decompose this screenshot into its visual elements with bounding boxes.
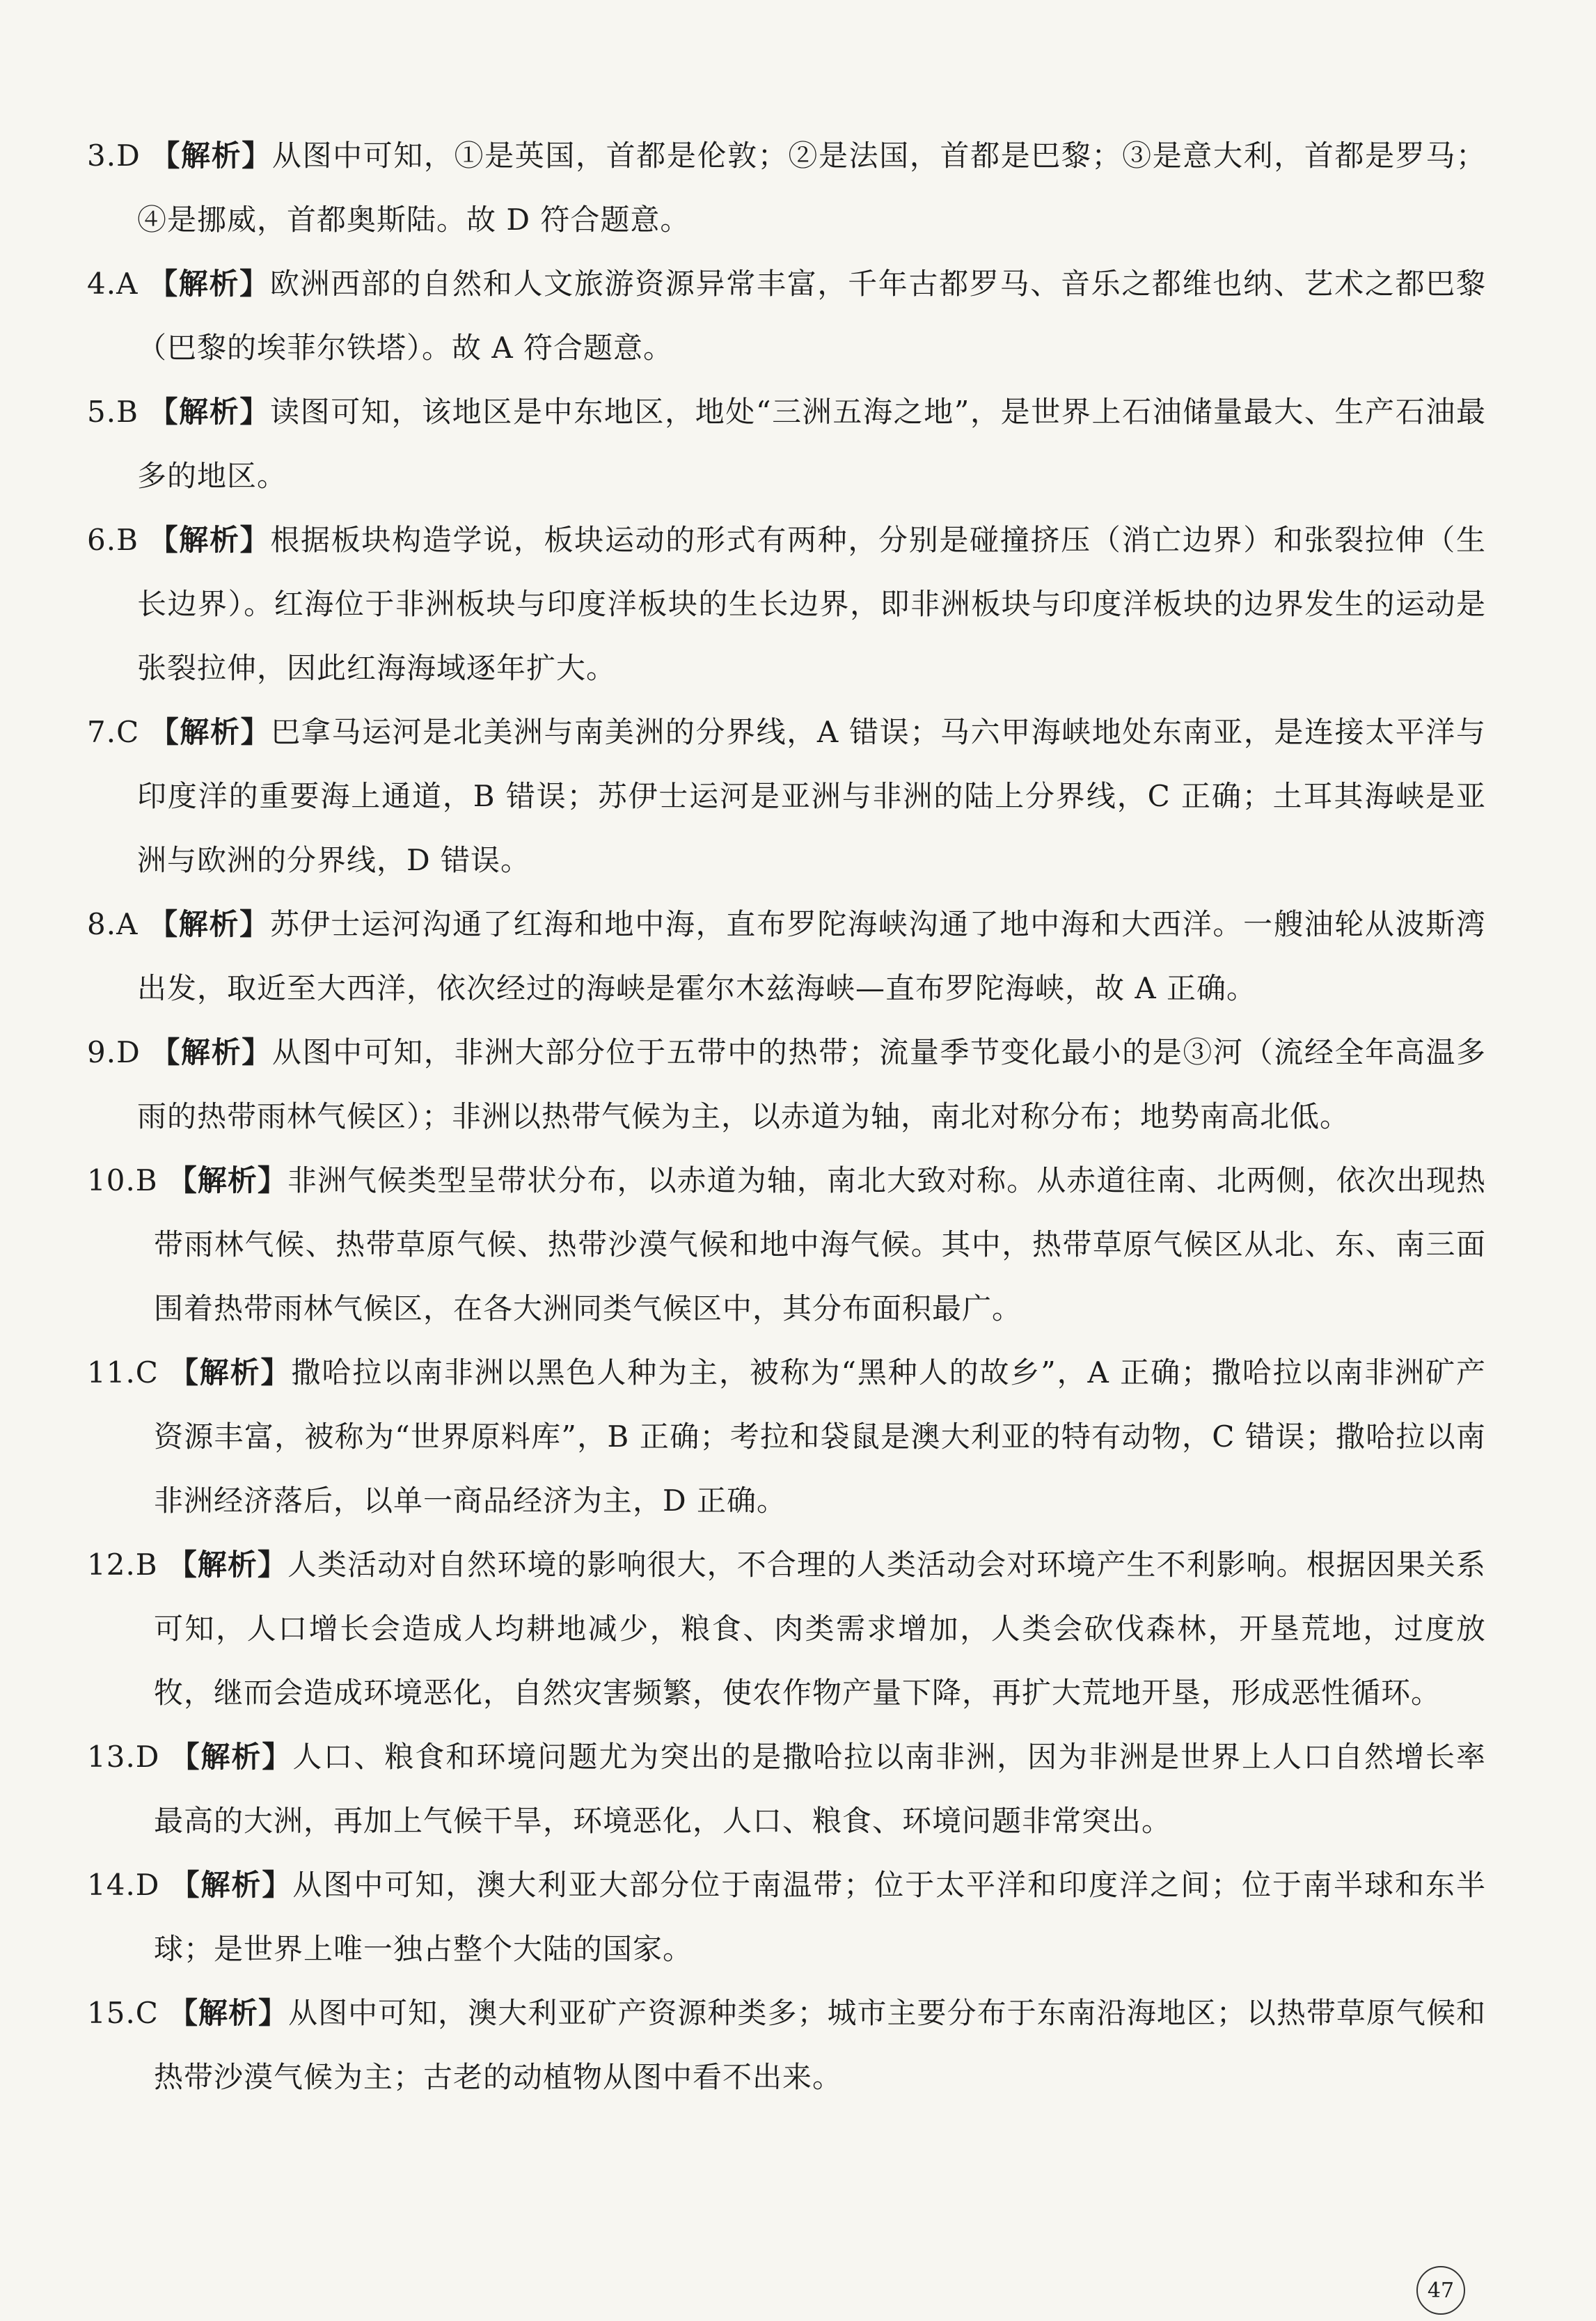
answer-number: 5.B: [87, 395, 139, 429]
answer-number: 11.C: [87, 1355, 159, 1390]
analysis-tag: 【解析】: [150, 139, 272, 173]
answer-item-10: [87, 1149, 1486, 1341]
answer-item-15: [87, 1981, 1486, 2109]
analysis-tag: 【解析】: [169, 1740, 293, 1774]
answer-item-13: [87, 1725, 1486, 1853]
answer-number: 3.D: [87, 139, 141, 173]
answer-text: 欧洲西部的自然和人文旅游资源异常丰富，千年古都罗马、音乐之都维也纳、艺术之都巴黎（巴黎的埃菲尔铁塔）。故 A 符合题意。: [137, 267, 1486, 365]
answer-number: 9.D: [87, 1035, 141, 1069]
answer-number: 12.B: [87, 1548, 158, 1582]
page-number: 47: [1416, 2266, 1465, 2315]
analysis-tag: 【解析】: [167, 1163, 287, 1197]
analysis-tag: 【解析】: [150, 1035, 272, 1069]
answer-text: 苏伊士运河沟通了红海和地中海，直布罗陀海峡沟通了地中海和大西洋。一艘油轮从波斯湾出发，取近至大西洋，依次经过的海峡是霍尔木兹海峡—直布罗陀海峡，故 A 正确。: [137, 907, 1486, 1005]
analysis-tag: 【解析】: [168, 1996, 289, 2030]
answer-number: 8.A: [87, 907, 139, 941]
answer-text: 从图中可知，非洲大部分位于五带中的热带；流量季节变化最小的是③河（流经全年高温多雨的热带雨林气候区）；非洲以热带气候为主，以赤道为轴，南北对称分布；地势南高北低。: [137, 1035, 1486, 1133]
answer-text: 根据板块构造学说，板块运动的形式有两种，分别是碰撞挤压（消亡边界）和张裂拉伸（生长边界）。红海位于非洲板块与印度洋板块的生长边界，即非洲板块与印度洋板块的边界发生的运动是张裂拉伸，因此红海海域逐年扩大。: [137, 523, 1486, 685]
answer-list: [87, 124, 1486, 2109]
answer-number: 13.D: [87, 1740, 160, 1774]
answer-item-4: [87, 252, 1486, 380]
answer-item-3: [87, 124, 1486, 252]
answer-item-7: [87, 700, 1486, 892]
answer-text: 非洲气候类型呈带状分布，以赤道为轴，南北大致对称。从赤道往南、北两侧，依次出现热带雨林气候、热带草原气候、热带沙漠气候和地中海气候。其中，热带草原气候区从北、东、南三面围着热带雨林气候区，在各大洲同类气候区中，其分布面积最广。: [154, 1163, 1486, 1325]
analysis-tag: 【解析】: [168, 1355, 292, 1390]
answer-number: 10.B: [87, 1163, 158, 1197]
answer-number: 14.D: [87, 1868, 160, 1902]
answer-number: 15.C: [87, 1996, 159, 2030]
answer-number: 4.A: [87, 267, 139, 301]
analysis-tag: 【解析】: [148, 267, 270, 301]
answer-item-6: [87, 508, 1486, 700]
answer-number: 7.C: [87, 715, 140, 749]
answer-text: 从图中可知，澳大利亚矿产资源种类多；城市主要分布于东南沿海地区；以热带草原气候和热带沙漠气候为主；古老的动植物从图中看不出来。: [154, 1996, 1486, 2094]
analysis-tag: 【解析】: [167, 1548, 287, 1582]
answer-item-9: [87, 1021, 1486, 1149]
analysis-tag: 【解析】: [169, 1868, 293, 1902]
analysis-tag: 【解析】: [149, 715, 271, 749]
analysis-tag: 【解析】: [148, 395, 271, 429]
answer-item-8: [87, 892, 1486, 1021]
answer-number: 6.B: [87, 523, 139, 557]
answer-text: 撒哈拉以南非洲以黑色人种为主，被称为“黑种人的故乡”，A 正确；撒哈拉以南非洲矿产资源丰富，被称为“世界原料库”，B 正确；考拉和袋鼠是澳大利亚的特有动物，C 错误；撒哈拉以南非洲经济落后，以单一商品经济为主，D 正确。: [154, 1355, 1486, 1518]
analysis-tag: 【解析】: [148, 907, 270, 941]
answer-text: 读图可知，该地区是中东地区，地处“三洲五海之地”，是世界上石油储量最大、生产石油最多的地区。: [137, 395, 1486, 493]
answer-text: 从图中可知，①是英国，首都是伦敦；②是法国，首都是巴黎；③是意大利，首都是罗马；④是挪威，首都奥斯陆。故 D 符合题意。: [137, 139, 1486, 237]
answer-text: 从图中可知，澳大利亚大部分位于南温带；位于太平洋和印度洋之间；位于南半球和东半球；是世界上唯一独占整个大陆的国家。: [154, 1868, 1486, 1966]
answer-item-12: [87, 1533, 1486, 1725]
answer-text: 人类活动对自然环境的影响很大，不合理的人类活动会对环境产生不利影响。根据因果关系可知，人口增长会造成人均耕地减少，粮食、肉类需求增加，人类会砍伐森林，开垦荒地，过度放牧，继而会造成环境恶化，自然灾害频繁，使农作物产量下降，再扩大荒地开垦，形成恶性循环。: [154, 1548, 1486, 1710]
answer-text: 巴拿马运河是北美洲与南美洲的分界线，A 错误；马六甲海峡地处东南亚，是连接太平洋与印度洋的重要海上通道，B 错误；苏伊士运河是亚洲与非洲的陆上分界线，C 正确；土耳其海峡是亚洲与欧洲的分界线，D 错误。: [137, 715, 1486, 877]
answer-text: 人口、粮食和环境问题尤为突出的是撒哈拉以南非洲，因为非洲是世界上人口自然增长率最高的大洲，再加上气候干旱，环境恶化，人口、粮食、环境问题非常突出。: [154, 1740, 1486, 1838]
analysis-tag: 【解析】: [148, 523, 271, 557]
answer-item-14: [87, 1853, 1486, 1981]
answer-item-5: [87, 380, 1486, 508]
answer-item-11: [87, 1341, 1486, 1533]
